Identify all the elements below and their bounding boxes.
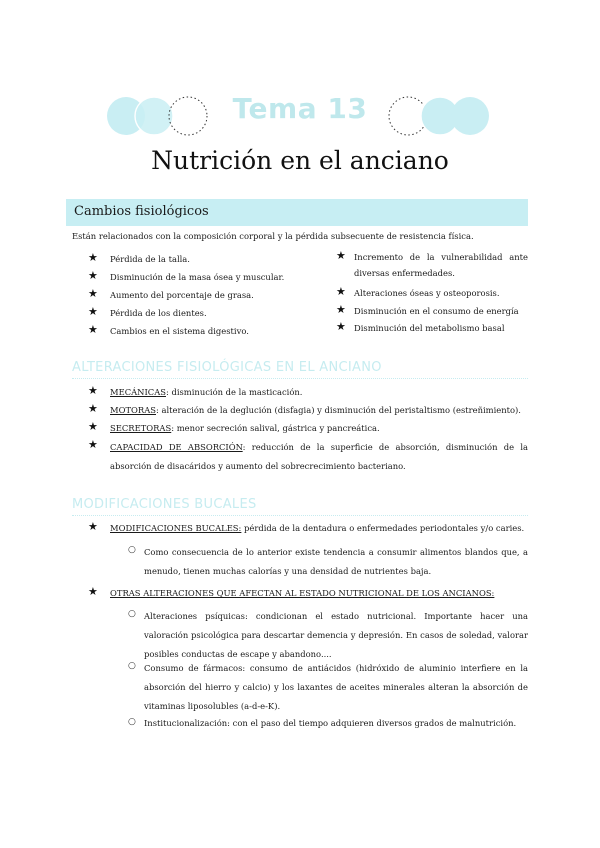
item-label: MODIFICACIONES BUCALES: xyxy=(110,523,242,533)
item-label: CAPACIDAD DE ABSORCIÓN xyxy=(110,442,243,452)
star-icon: ★ xyxy=(88,384,98,397)
star-icon: ★ xyxy=(88,520,98,533)
list-item-text: Alteraciones óseas y osteoporosis. xyxy=(354,288,500,298)
circle-bullet-icon: ○ xyxy=(128,609,136,619)
section-heading-bucales: MODIFICACIONES BUCALES xyxy=(72,497,257,512)
list-item-text: Disminución del metabolismo basal xyxy=(354,323,505,333)
star-icon: ★ xyxy=(88,585,98,598)
item-text: pérdida de la dentadura o enfermedades periodontales y/o caries. xyxy=(241,523,525,533)
star-icon: ★ xyxy=(88,323,98,336)
list-item-text: Cambios en el sistema digestivo. xyxy=(110,326,249,336)
star-icon: ★ xyxy=(88,287,98,300)
star-icon: ★ xyxy=(88,251,98,264)
item-text: : alteración de la deglución (disfagia) y disminución del peristaltismo (estreñimiento). xyxy=(156,405,521,415)
sub-item-text: Institucionalización: con el paso del tiempo adquieren diversos grados de malnutrición. xyxy=(144,718,517,728)
item-label: MOTORAS xyxy=(110,405,156,415)
page-title: Nutrición en el anciano xyxy=(151,146,449,175)
item-label: MECÁNICAS xyxy=(110,387,166,397)
list-item-text: Disminución de la masa ósea y muscular. xyxy=(110,272,285,282)
star-icon: ★ xyxy=(336,285,346,298)
section-divider xyxy=(72,378,528,379)
list-item-text: Pérdida de los dientes. xyxy=(110,308,207,318)
item-text: : menor secreción salival, gástrica y pancreática. xyxy=(171,423,380,433)
list-item-text: Disminución en el consumo de energía xyxy=(354,306,519,316)
star-icon: ★ xyxy=(336,303,346,316)
star-icon: ★ xyxy=(88,420,98,433)
section-heading-alteraciones: ALTERACIONES FISIOLÓGICAS EN EL ANCIANO xyxy=(72,360,382,375)
sub-item-text: Como consecuencia de lo anterior existe tendencia a consumir alimentos blandos que, a menudo, tienen muchas calorías y una densidad de nutrientes baja. xyxy=(144,547,528,576)
section-bar-cambios xyxy=(66,199,528,226)
circle-bullet-icon: ○ xyxy=(128,661,136,671)
list-item-text: Pérdida de la talla. xyxy=(110,254,190,264)
sub-item-text: Alteraciones psíquicas: condicionan el estado nutricional. Importante hacer una valoración psicológica para descartar demencia y depresión. En casos de soledad, valorar posibles conductas de escape y abandono.... xyxy=(144,611,528,659)
section-heading-cambios: Cambios fisiológicos xyxy=(74,204,209,219)
star-icon: ★ xyxy=(88,402,98,415)
item-text: : reducción de la superficie de absorción, disminución de la absorción de disacáridos y aumento del sobrecrecimiento bacteriano. xyxy=(110,442,528,471)
list-item-text: Incremento de la vulnerabilidad ante diversas enfermedades. xyxy=(354,252,528,278)
list-item-text: Aumento del porcentaje de grasa. xyxy=(110,290,254,300)
star-icon: ★ xyxy=(88,269,98,282)
star-icon: ★ xyxy=(88,438,98,451)
item-label: SECRETORAS xyxy=(110,423,172,433)
star-icon: ★ xyxy=(336,320,346,333)
item-text: : disminución de la masticación. xyxy=(165,387,303,397)
item-label: OTRAS ALTERACIONES QUE AFECTAN AL ESTADO NUTRICIONAL DE LOS ANCIANOS: xyxy=(110,588,495,598)
star-icon: ★ xyxy=(336,249,346,262)
star-icon: ★ xyxy=(88,305,98,318)
section-divider xyxy=(72,515,528,516)
sub-item-text: Consumo de fármacos: consumo de antiácidos (hidróxido de aluminio interfiere en la absorción del hierro y calcio) y los laxantes de aceites minerales alteran la absorción de vitaminas liposolubles (a-d-e-K). xyxy=(144,663,528,711)
circle-bullet-icon: ○ xyxy=(128,545,136,555)
topic-number: Tema 13 xyxy=(232,92,368,125)
circle-bullet-icon: ○ xyxy=(128,717,136,727)
cambios-intro: Están relacionados con la composición corporal y la pérdida subsecuente de resistencia física. xyxy=(72,231,474,241)
